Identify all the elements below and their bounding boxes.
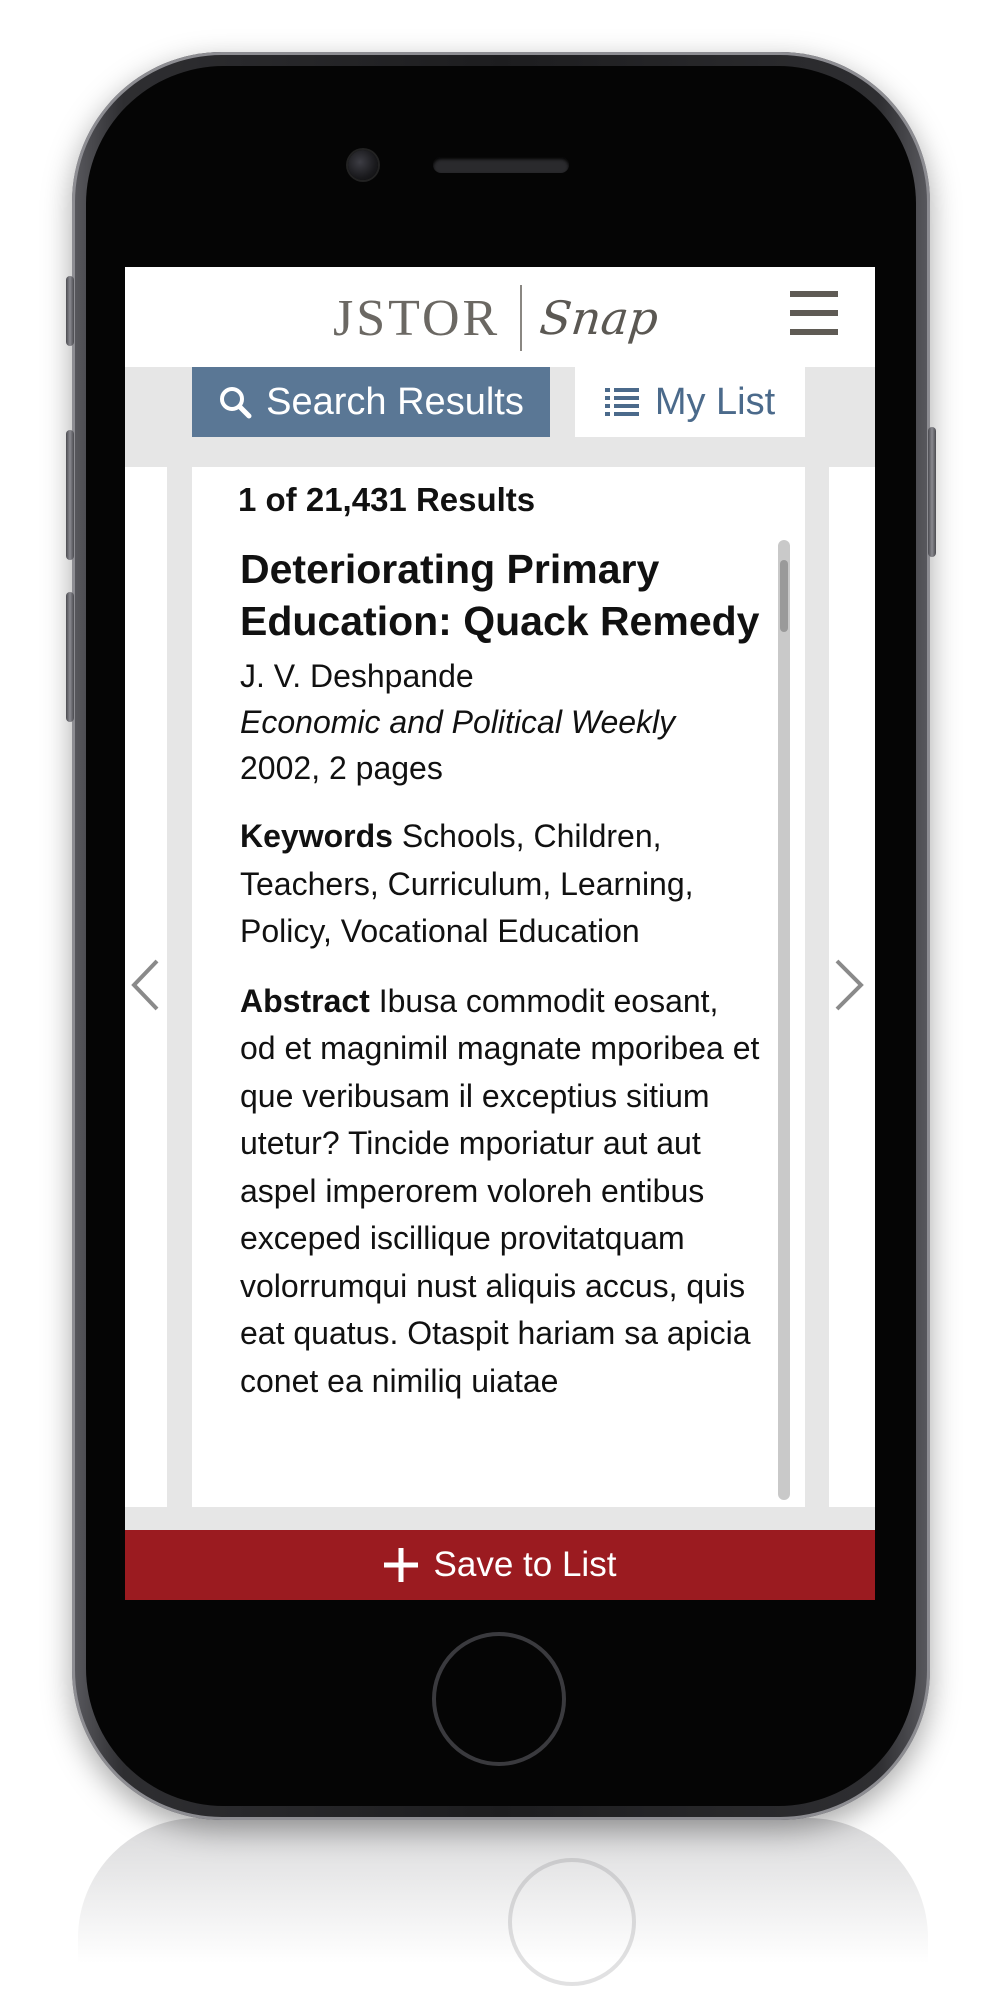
- abstract-label: Abstract: [240, 982, 370, 1019]
- tab-search-results-label: Search Results: [266, 380, 524, 423]
- search-icon: [218, 385, 252, 419]
- logo-jstor-text: JSTOR: [333, 289, 501, 347]
- jstor-snap-logo: [333, 279, 662, 357]
- view-tabs: [125, 367, 875, 437]
- earpiece-speaker: [433, 157, 569, 173]
- chevron-right-icon[interactable]: [831, 957, 867, 1018]
- logo-snap-text: Snap: [537, 291, 662, 345]
- keywords-label: Keywords: [240, 818, 393, 854]
- result-scrollbar[interactable]: [778, 540, 790, 1500]
- tab-my-list-label: My List: [654, 380, 776, 423]
- power-button: [928, 427, 936, 557]
- phone-reflection: [78, 1818, 928, 2000]
- logo-divider: [520, 285, 522, 351]
- article-author: J. V. Deshpande: [240, 658, 474, 694]
- volume-down-button: [66, 592, 74, 722]
- chevron-left-icon[interactable]: [129, 957, 161, 1018]
- app-screen: [125, 267, 875, 1600]
- result-details: [240, 543, 760, 1405]
- scrollbar-thumb[interactable]: [780, 560, 788, 632]
- article-journal: Economic and Political Weekly: [240, 704, 676, 740]
- article-title[interactable]: Deteriorating Primary Education: Quack Remedy: [240, 546, 760, 644]
- result-count: 1 of 21,431 Results: [238, 481, 536, 518]
- tab-my-list[interactable]: [575, 367, 805, 437]
- reflection-home-button: [508, 1858, 636, 1986]
- plus-icon: [384, 1548, 418, 1582]
- list-icon: [605, 386, 641, 418]
- tab-search-results[interactable]: [192, 367, 550, 437]
- front-camera: [348, 150, 378, 180]
- result-card: [192, 467, 805, 1507]
- abstract-text: Ibusa commodit eosant, od et magnimil magnate mporibea et que veribusam il exceptius sitium utetur? Tincide mporiatur aut aut aspel imperorem voloreh entibus exceped iscillique provitatquam volorrumqui nust aliquis accus, quis eat quatus. Otaspit hariam sa apicia conet ea nimiliq uiatae: [240, 982, 760, 1399]
- keywords-text: Schools, Children, Teachers, Curriculum, Learning, Policy, Vocational Education: [240, 818, 694, 949]
- mute-switch: [66, 276, 74, 346]
- save-to-list-button[interactable]: [125, 1530, 875, 1600]
- app-header: [125, 267, 875, 368]
- keywords-section: [240, 813, 760, 956]
- home-button[interactable]: [432, 1632, 566, 1766]
- save-to-list-label: Save to List: [433, 1545, 617, 1584]
- abstract-section: [240, 978, 760, 1406]
- article-meta: 2002, 2 pages: [240, 750, 443, 786]
- hamburger-menu-icon[interactable]: [790, 289, 838, 337]
- volume-up-button: [66, 430, 74, 560]
